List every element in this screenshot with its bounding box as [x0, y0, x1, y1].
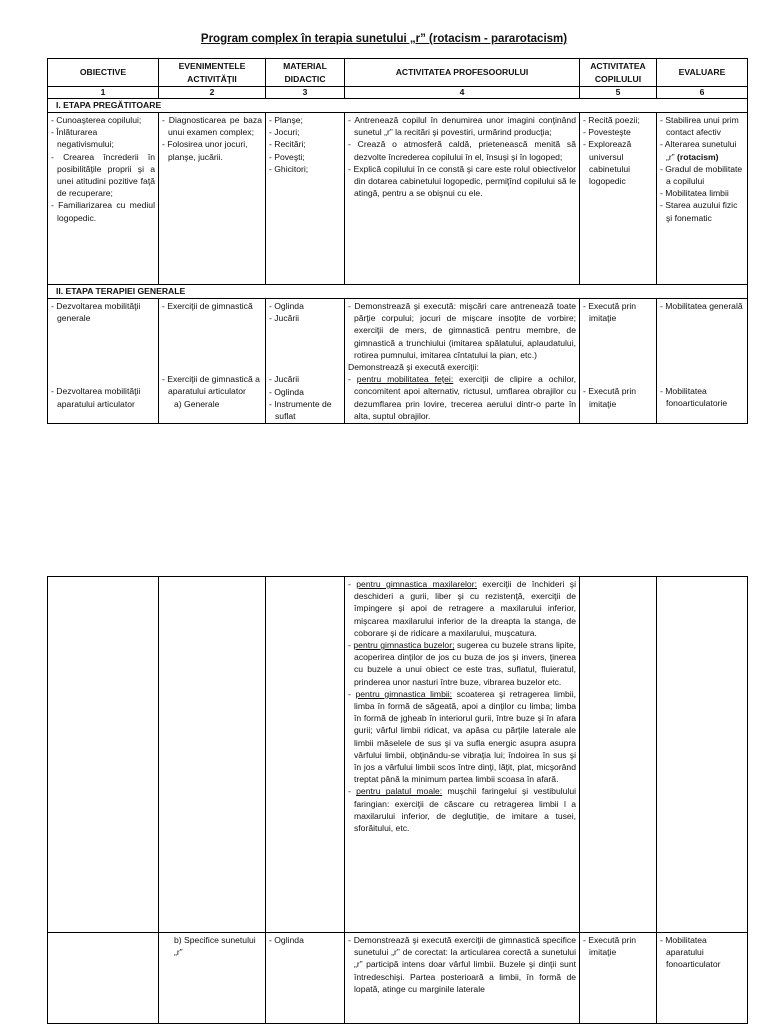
header-events: EVENIMENTELE ACTIVITĂŢII: [159, 59, 266, 87]
item-text: exerciţii de închideri şi deschideri a gurii, liber şi cu rezistenţă, exerciţii de împingere şi apoi de retragere a maxilarului inferior, mişcarea maxilarului inferior de la dreapta la stanga, de coborare şi de ridicare a maxilarului, muşcatura.: [354, 579, 576, 638]
stage1-material: [266, 113, 345, 285]
page2-teacher: [345, 577, 580, 933]
list-item: - Explorează universul cabinetului logopedic: [583, 138, 653, 187]
stage1-objectives: [48, 113, 159, 285]
list-item: - Execută prin imitaţie: [583, 300, 653, 324]
list-item: - Recită poezii;: [583, 114, 653, 126]
item-text: sugerea cu buzele strans lipite, acoperirea dinţilor de jos cu buza de jos şi invers, ţinerea cu buzele a unui obiect ce este tras, suflatul, fluieratul, prinderea unor nasturi între buze, vibrarea buzelor etc.: [354, 640, 577, 687]
stage1-events: [159, 113, 266, 285]
list-item: - Exerciţii de gimnastică a aparatului articulator: [162, 373, 262, 397]
list-item: - Jucării: [269, 373, 341, 385]
page2-specific-teacher: [345, 933, 580, 1024]
list-item: - Jocuri;: [269, 126, 341, 138]
page2-specific-evaluation: [657, 933, 748, 1024]
item-text: scoaterea şi retragerea limbii, limba în formă de săgeată, apoi a dinţilor cu limba; limba în formă de jgheab în interiorul gurii, între buze şi în afara gurii; vârful limbii ridicat, va apăsa cu părţile laterale ale limbii măselele de sus şi va sufla energic asupra asupra vârfului limbii, obţinându-se vibraţia lui; îndoirea în sus şi în jos a vârfului limbii scos între dinţi, lăţit, plat, micşorând treptat până la minimum partea limbii scoasa în afară.: [354, 688, 577, 785]
list-item: [348, 639, 576, 688]
header-child: ACTIVITATEA COPILULUI: [580, 59, 657, 87]
list-item: [348, 785, 576, 834]
item-label: pentru palatul moale:: [356, 786, 443, 797]
column-number: 6: [657, 87, 748, 99]
page2-specific-event: [159, 933, 266, 1024]
stage1-teacher: [345, 113, 580, 285]
item-label: pentru gimnastica maxilarelor:: [356, 579, 477, 589]
item-text: muşchii faringelui şi vestibulului faringian: exerciţii de căscare cu retragerea limbii l a maxilarului inferior, de deglutiţie, de imitare a tusei, sforăitului, etc.: [354, 786, 577, 834]
list-item: - Explică copilului în ce constă şi care este rolul obiectivelor din dotarea cabinetului logopedic, permiţînd copilului să le atingă, pentru a se obişnui cu ele.: [348, 163, 576, 200]
stage2-material: [266, 299, 345, 424]
event-subtitle-general: a) Generale: [174, 398, 220, 409]
stage2-objectives: [48, 299, 159, 424]
list-item: [660, 138, 744, 162]
header-evaluation: EVALUARE: [657, 59, 748, 87]
stage-title-preparatory: I. ETAPA PREGĂTITOARE: [48, 99, 748, 113]
list-item: - Stabilirea unui prim contact afectiv: [660, 114, 744, 138]
list-item: - Mobilitatea limbii: [660, 187, 744, 199]
face-mobility-text: exerciţii de clipire a ochilor, concomitent apoi alternativ, rictusul, umflarea obrajilor cu dezumflarea prin lovire, trecerea aerului dintr-o parte în alta, suptul obrajilor.: [354, 374, 576, 421]
stage2-teacher: [345, 299, 580, 424]
list-item: - Jucării: [269, 312, 341, 324]
stage2-evaluation: [657, 299, 748, 424]
teacher-intro: Demonstrează şi execută exerciţii:: [348, 362, 479, 373]
list-item: - Oglinda: [269, 934, 341, 946]
evaluation-text: Alterarea sunetului „r”: [664, 139, 737, 162]
list-item: - Demonstrează şi execută: mişcări care antrenează toate părţie corpului; jocuri de mişcare insoţite de vorbire; exerciţii de mers, de gimnastică pentru membre, de gimnastică a trunchiului (imitarea spălatului, aplaudatului, rotirea pumnului, imitarea cîntatului la pian, etc.): [348, 300, 576, 361]
list-item: - Înlăturarea negativismului;: [51, 126, 155, 150]
program-table-page-1: [47, 58, 748, 424]
column-number: 2: [159, 87, 266, 99]
list-item: - Cunoaşterea copilului;: [51, 114, 155, 126]
page2-specific-material: [266, 933, 345, 1024]
stage-title-general-therapy: II. ETAPA TERAPIEI GENERALE: [48, 285, 748, 299]
stage2-events: [159, 299, 266, 424]
stage1-child: [580, 113, 657, 285]
list-item: - Gradul de mobilitate a copilului: [660, 163, 744, 187]
empty-cell: [159, 577, 266, 933]
list-item: [348, 688, 576, 786]
empty-cell: [657, 577, 748, 933]
header-objectives: OBIECTIVE: [48, 59, 159, 87]
list-item: - Antrenează copilul în denumirea unor imagini conţinând sunetul „r” la recitări şi povestiri, urmărind producţia;: [348, 114, 576, 138]
item-label: pentru gimnastica buzelor;: [353, 640, 455, 651]
header-material: MATERIAL DIDACTIC: [266, 59, 345, 87]
program-table-page-2: [47, 576, 748, 1024]
stage1-evaluation: [657, 113, 748, 285]
empty-cell: [48, 577, 159, 933]
document-title: Program complex în terapia sunetului „r” (rotacism - pararotacism): [200, 33, 568, 45]
item-label: pentru gimnastica limbii:: [355, 688, 453, 699]
list-item: - Poveşti;: [269, 151, 341, 163]
list-item: - Crează o atmosferă caldă, prietenească menită să dezvolte încrederea copilului în el, însuşi şi în logoped;: [348, 138, 576, 162]
face-mobility-label: pentru mobilitatea feţei:: [356, 374, 454, 385]
list-item: - Recitări;: [269, 138, 341, 150]
list-item: - Mobilitatea fonoarticulatorie: [660, 385, 744, 409]
list-item: - Mobilitatea generală: [660, 300, 744, 312]
list-item: - Familiarizarea cu mediul logopedic.: [51, 199, 155, 223]
list-item: - Instrumente de suflat: [269, 398, 341, 422]
list-item: - Diagnosticarea pe baza unui examen complex;: [162, 114, 262, 138]
event-subtitle-specific: b) Specifice sunetului „r”: [174, 935, 256, 958]
list-item: - Oglinda: [269, 386, 341, 398]
column-number: 1: [48, 87, 159, 99]
list-item: - Planşe;: [269, 114, 341, 126]
list-item: - Folosirea unor jocuri, planşe, jucării.: [162, 138, 262, 162]
list-item: - Crearea încrederii în posibilităţile proprii şi a unei atitudini pozitive faţă de recuperare;: [51, 151, 155, 200]
list-item: - Povesteşte: [583, 126, 653, 138]
list-item: - Starea auzului fizic şi fonematic: [660, 199, 744, 223]
column-number: 3: [266, 87, 345, 99]
list-item: - Mobilitatea aparatului fonoarticulator: [660, 934, 744, 971]
header-teacher: ACTIVITATEA PROFESOORULUI: [345, 59, 580, 87]
rotacism-label: (rotacism): [676, 151, 719, 162]
stage2-child: [580, 299, 657, 424]
list-item: - Oglinda: [269, 300, 341, 312]
list-item: - Execută prin imitaţie: [583, 385, 653, 409]
list-item: - Ghicitori;: [269, 163, 341, 175]
list-item: [348, 373, 576, 422]
list-item: [348, 578, 576, 639]
page2-specific-child: [580, 933, 657, 1024]
list-item: - Demonstrează şi execută exerciţii de gimnastică specifice sunetului „r” de corectat: la articularea corectă a sunetului „r” participă intens doar vârful limbii. Buzele şi dinţii sunt întredeschişi. Partea posterioară a limbii, în formă de lopată, atinge cu marginile laterale: [348, 934, 576, 995]
column-number: 5: [580, 87, 657, 99]
empty-cell: [580, 577, 657, 933]
list-item: - Exerciţii de gimnastică: [162, 300, 262, 312]
empty-cell: [48, 933, 159, 1024]
column-number: 4: [345, 87, 580, 99]
list-item: - Dezvoltarea mobilităţii generale: [51, 300, 155, 324]
empty-cell: [266, 577, 345, 933]
list-item: - Execută prin imitaţie: [583, 934, 653, 958]
list-item: - Dezvoltarea mobilităţii aparatului articulator: [51, 385, 155, 409]
